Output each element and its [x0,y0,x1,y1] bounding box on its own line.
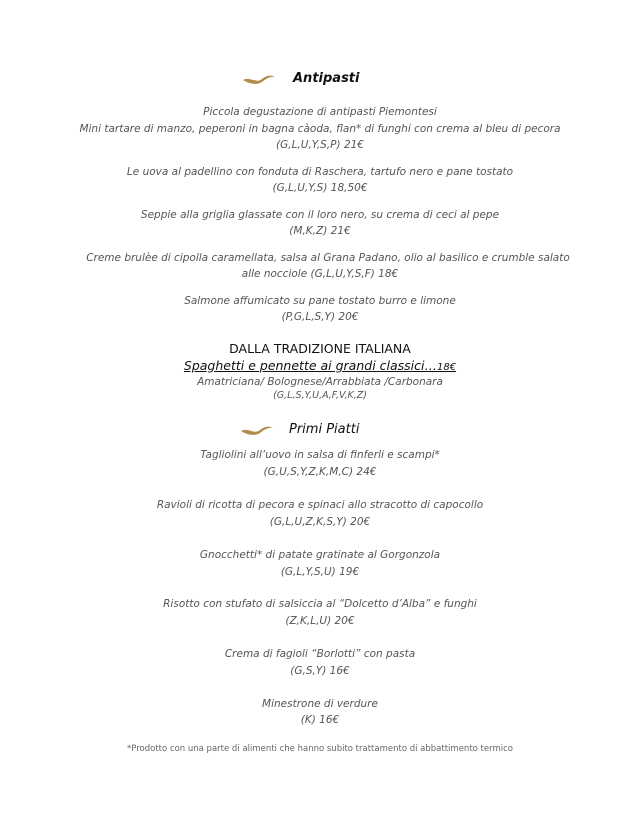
menu-item-price: (G,L,U,Y,S) 18,50€ [272,182,368,194]
menu-item-line: Piccola degustazione di antipasti Piemontesi [203,106,437,118]
tradizione-price: 18€ [437,362,457,373]
menu-item-price: (Z,K,L,U) 20€ [285,615,355,627]
menu-item-line: Crema di fagioli “Borlotti” con pasta [224,648,416,660]
footnote: *Prodotto con una parte di alimenti che hanno subito trattamento di abbattimento termico [127,744,513,754]
menu-item-line: Tagliolini all’uovo in salsa di finferli e scampi* [200,449,440,461]
tradizione-subtitle [0,358,640,376]
section-title-tradizione: DALLA TRADIZIONE ITALIANA [229,341,411,356]
menu-item-line: Creme brulèe di cipolla caramellata, salsa al Grana Padano, olio al basilico e crumble salato [86,252,570,264]
menu-item-line: Le uova al padellino con fonduta di Raschera, tartufo nero e pane tostato [126,166,514,178]
menu-item-line: Seppie alla griglia glassate con il loro nero, su crema di ceci al pepe [140,209,500,221]
swoosh-ornament-icon [242,72,276,86]
menu-item-price: (G,S,Y) 16€ [290,665,350,677]
menu-item-line: Salmone affumicato su pane tostato burro e limone [184,295,456,307]
tradizione-sauces: Amatriciana/ Bolognese/Arrabbiata /Carbonara [197,376,443,388]
tradizione-subtitle-text: Spaghetti e pennette ai grandi classici… [183,358,437,373]
menu-item-line: Minestrone di verdure [262,698,378,710]
menu-item-price: (G,L,U,Y,S,P) 21€ [276,139,364,151]
menu-item-price: (P,G,L,S,Y) 20€ [281,311,359,323]
tradizione-allergens: (G,L,S,Y,U,A,F,V,K,Z) [273,390,367,401]
menu-item-price: alle nocciole (G,L,U,Y,S,F) 18€ [241,268,399,280]
section-title-primi: Primi Piatti [289,422,360,437]
swoosh-ornament-icon [240,423,274,437]
menu-item-line: Risotto con stufato di salsiccia al “Dolcetto d’Alba” e funghi [163,598,477,610]
menu-item-price: (G,L,U,Z,K,S,Y) 20€ [269,516,371,528]
menu-item-price: (K) 16€ [300,714,340,726]
menu-item-line: Mini tartare di manzo, peperoni in bagna càoda, flan* di funghi con crema al bleu di pecora [79,123,561,135]
menu-item-price: (G,U,S,Y,Z,K,M,C) 24€ [263,466,377,478]
menu-item-price: (G,L,Y,S,U) 19€ [280,566,360,578]
section-title-antipasti: Antipasti [293,71,360,86]
menu-item-line: Gnocchetti* di patate gratinate al Gorgonzola [199,549,441,561]
menu-item-line: Ravioli di ricotta di pecora e spinaci allo stracotto di capocollo [156,499,484,511]
menu-item-price: (M,K,Z) 21€ [289,225,351,237]
